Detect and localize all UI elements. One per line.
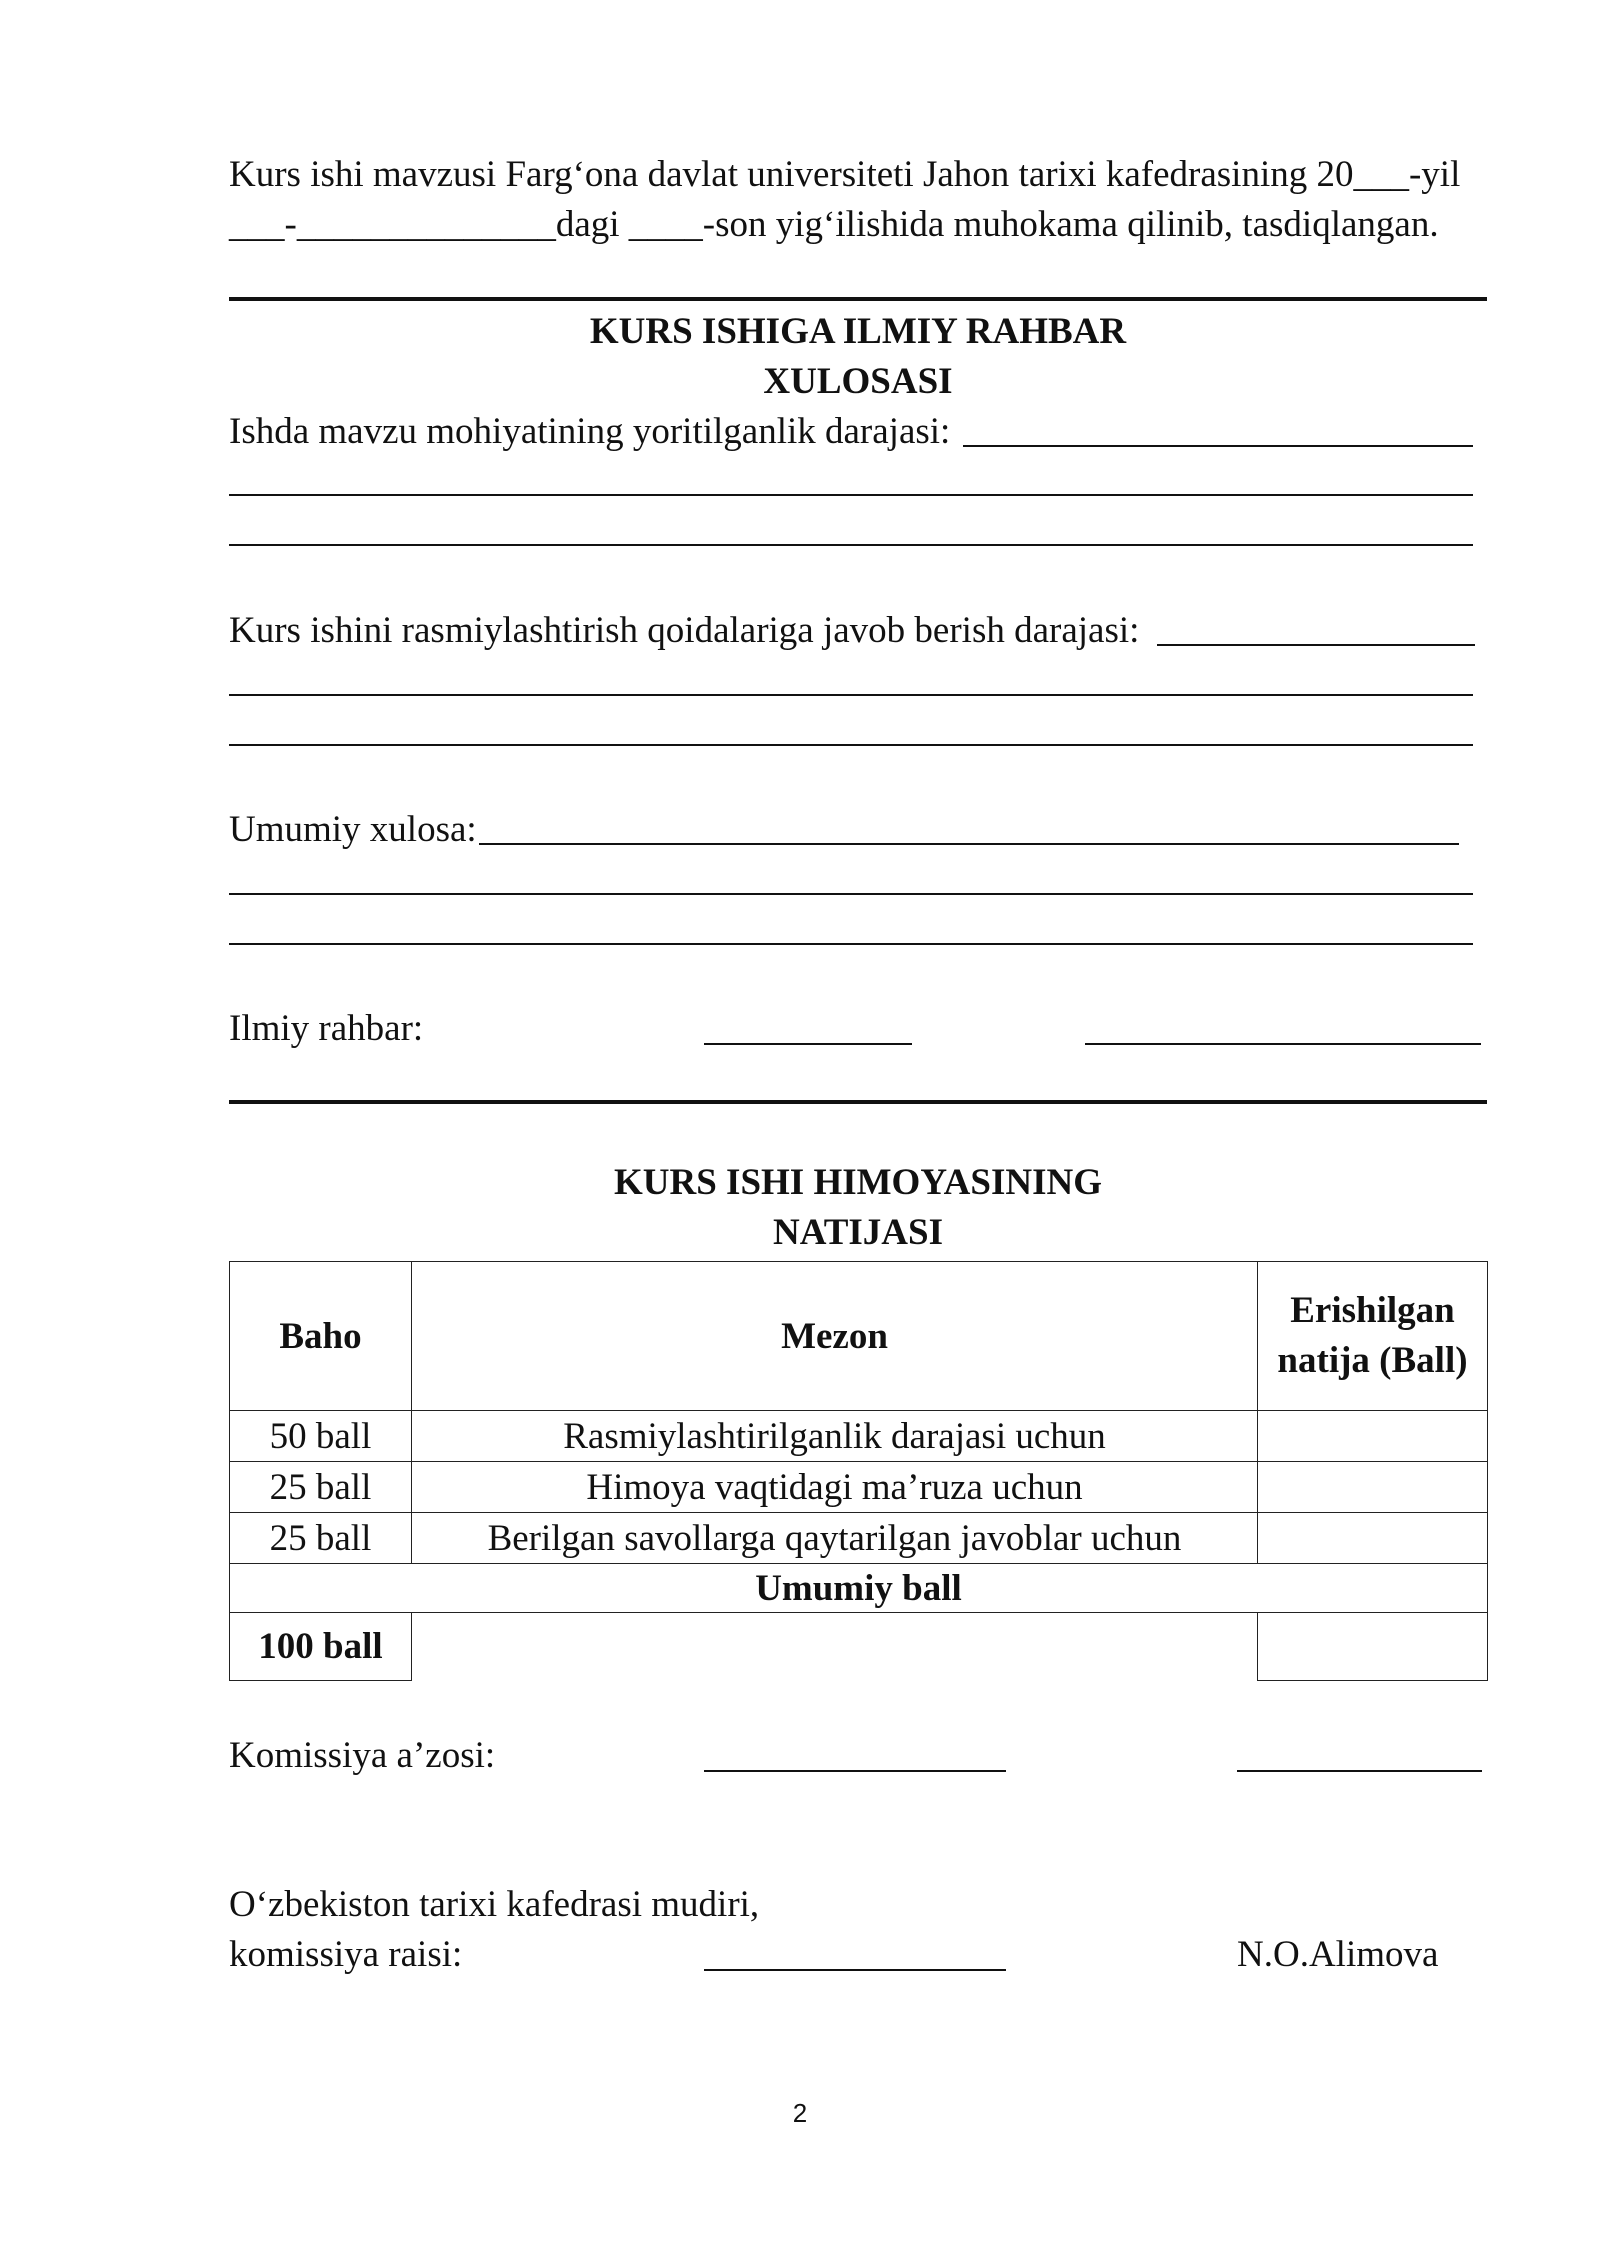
results-title-line-2: NATIJASI bbox=[773, 1212, 943, 1253]
header-grade: Baho bbox=[230, 1262, 412, 1411]
row-criterion: Rasmiylashtirilganlik darajasi uchun bbox=[412, 1411, 1258, 1462]
signature-line[interactable] bbox=[704, 1969, 1006, 1971]
row-grade: 50 ball bbox=[230, 1411, 412, 1462]
section-divider-bottom bbox=[229, 1100, 1487, 1104]
total-empty-cell bbox=[412, 1613, 1258, 1681]
question-coverage-label: Ishda mavzu mohiyatining yoritilganlik darajasi: bbox=[229, 411, 951, 452]
table-row bbox=[230, 1462, 1488, 1513]
question-summary-label: Umumiy xulosa: bbox=[229, 809, 477, 850]
answer-line[interactable] bbox=[479, 843, 1459, 845]
conclusion-title-line-2: XULOSASI bbox=[763, 361, 953, 402]
row-result-cell[interactable] bbox=[1258, 1462, 1488, 1513]
row-criterion: Berilgan savollarga qaytarilgan javoblar uchun bbox=[412, 1513, 1258, 1564]
commission-member-label: Komissiya a’zosi: bbox=[229, 1735, 496, 1776]
table-header-row bbox=[230, 1262, 1488, 1411]
total-value: 100 ball bbox=[230, 1613, 412, 1681]
header-criterion: Mezon bbox=[412, 1262, 1258, 1411]
supervisor-label: Ilmiy rahbar: bbox=[229, 1008, 424, 1049]
signature-line[interactable] bbox=[1085, 1043, 1481, 1045]
row-criterion: Himoya vaqtidagi ma’ruza uchun bbox=[412, 1462, 1258, 1513]
row-result-cell[interactable] bbox=[1258, 1513, 1488, 1564]
conclusion-title-line-1: KURS ISHIGA ILMIY RAHBAR bbox=[589, 311, 1127, 352]
signature-line[interactable] bbox=[704, 1770, 1006, 1772]
answer-line[interactable] bbox=[1157, 644, 1475, 646]
page-number: 2 bbox=[792, 2098, 808, 2128]
total-value-row bbox=[230, 1613, 1488, 1681]
table-row bbox=[230, 1513, 1488, 1564]
signature-line[interactable] bbox=[704, 1043, 912, 1045]
answer-line[interactable] bbox=[229, 494, 1473, 496]
answer-line[interactable] bbox=[963, 445, 1473, 447]
total-result-cell[interactable] bbox=[1258, 1613, 1488, 1681]
table-row bbox=[230, 1411, 1488, 1462]
results-title-line-1: KURS ISHI HIMOYASINING bbox=[614, 1162, 1102, 1203]
answer-line[interactable] bbox=[229, 544, 1473, 546]
header-result: Erishilgan natija (Ball) bbox=[1258, 1262, 1488, 1411]
section-divider-top bbox=[229, 297, 1487, 301]
total-label: Umumiy ball bbox=[230, 1564, 1488, 1613]
total-label-row bbox=[230, 1564, 1488, 1613]
intro-line-1: Kurs ishi mavzusi Farg‘ona davlat universiteti Jahon tarixi kafedrasining 20___-yil bbox=[229, 154, 1461, 195]
answer-line[interactable] bbox=[229, 943, 1473, 945]
row-grade: 25 ball bbox=[230, 1462, 412, 1513]
signature-line[interactable] bbox=[1237, 1770, 1482, 1772]
results-table bbox=[229, 1261, 1488, 1681]
answer-line[interactable] bbox=[229, 694, 1473, 696]
intro-line-2: ___-______________dagi ____-son yig‘ilishida muhokama qilinib, tasdiqlangan. bbox=[229, 204, 1439, 245]
question-formatting-label: Kurs ishini rasmiylashtirish qoidalariga javob berish darajasi: bbox=[229, 610, 1140, 651]
row-grade: 25 ball bbox=[230, 1513, 412, 1564]
answer-line[interactable] bbox=[229, 744, 1473, 746]
answer-line[interactable] bbox=[229, 893, 1473, 895]
department-head-label-line-2: komissiya raisi: bbox=[229, 1934, 463, 1975]
row-result-cell[interactable] bbox=[1258, 1411, 1488, 1462]
department-head-name: N.O.Alimova bbox=[1237, 1934, 1439, 1975]
department-head-label-line-1: O‘zbekiston tarixi kafedrasi mudiri, bbox=[229, 1884, 760, 1925]
